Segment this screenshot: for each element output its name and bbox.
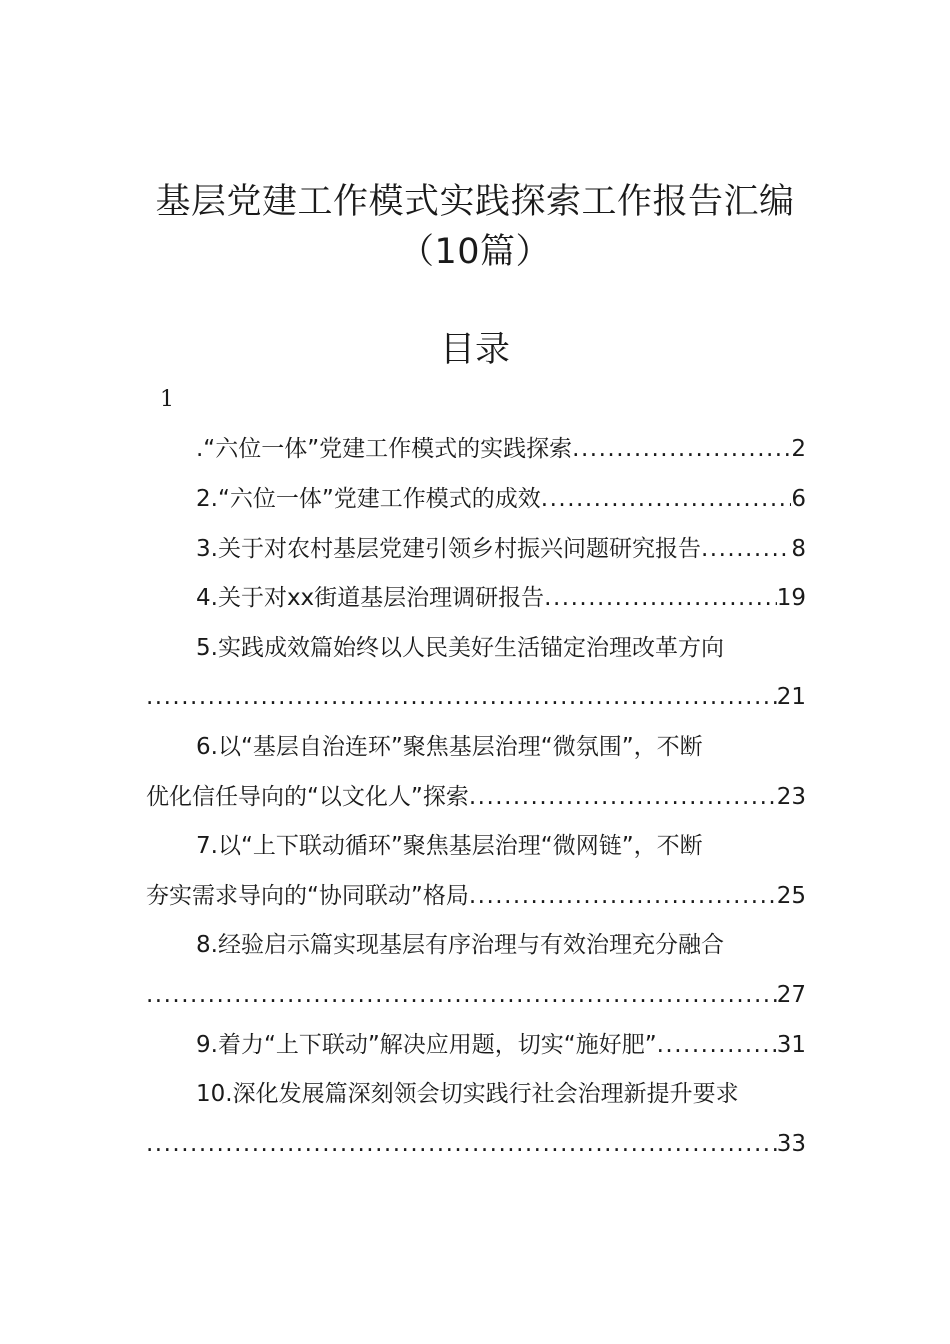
toc-leader-dots — [541, 482, 792, 516]
toc-entry-page: 31 — [776, 1032, 806, 1058]
toc-entry-page: 27 — [776, 982, 806, 1008]
toc-leader-dots — [469, 879, 777, 913]
toc-entry-title: 3.关于对农村基层党建引领乡村振兴问题研究报告 — [196, 536, 701, 562]
toc-entry-6[interactable] — [146, 730, 806, 764]
toc-entry-page: 2 — [791, 436, 806, 462]
toc-entry-5[interactable] — [146, 631, 806, 665]
toc-entry-title: 9.着力“上下联动”解决应用题，切实“施好肥” — [196, 1032, 657, 1058]
toc-entry-2[interactable] — [146, 482, 806, 516]
toc-entry-5-leader-line[interactable] — [146, 680, 806, 714]
toc-leader-dots — [657, 1028, 777, 1062]
toc-entry-title-continued: 优化信任导向的“以文化人”探索 — [146, 784, 469, 810]
toc-entry-10-leader-line[interactable] — [146, 1127, 806, 1161]
toc-entry-10[interactable] — [146, 1077, 806, 1111]
toc-heading: 目录 — [439, 330, 510, 370]
toc-entry-8-leader-line[interactable] — [146, 978, 806, 1012]
stray-number: 1 — [160, 387, 174, 412]
toc-entry-9[interactable] — [146, 1028, 806, 1062]
toc-entry-title: 10.深化发展篇深刻领会切实践行社会治理新提升要求 — [196, 1081, 739, 1107]
toc-entry-title: 7.以“上下联动循环”聚焦基层治理“微网链”，不断 — [196, 833, 703, 859]
toc-entry-page: 6 — [791, 486, 806, 512]
toc-entry-title: .“六位一体”党建工作模式的实践探索 — [196, 436, 573, 462]
toc-leader-dots — [146, 1127, 777, 1161]
toc-leader-dots — [701, 532, 791, 566]
toc-entry-title: 2.“六位一体”党建工作模式的成效 — [196, 486, 541, 512]
toc-leader-dots — [146, 978, 777, 1012]
toc-entry-page: 33 — [776, 1131, 806, 1157]
toc-entry-title: 8.经验启示篇实现基层有序治理与有效治理充分融合 — [196, 932, 724, 958]
document-subtitle-count: （10篇） — [398, 232, 552, 272]
toc-entry-title-continued: 夯实需求导向的“协同联动”格局 — [146, 883, 469, 909]
toc-entry-title: 6.以“基层自治连环”聚焦基层治理“微氛围”，不断 — [196, 734, 703, 760]
toc-entry-page: 25 — [776, 883, 806, 909]
toc-entry-page: 23 — [776, 784, 806, 810]
toc-entry-page: 8 — [791, 536, 806, 562]
toc-entry-3[interactable] — [146, 532, 806, 566]
toc-entry-page: 19 — [776, 585, 806, 611]
toc-entry-4[interactable] — [146, 581, 806, 615]
toc-entry-7-line2[interactable] — [146, 879, 806, 913]
toc-leader-dots — [469, 780, 777, 814]
toc-entry-7[interactable] — [146, 829, 806, 863]
toc-entry-title: 5.实践成效篇始终以人民美好生活锚定治理改革方向 — [196, 635, 724, 661]
toc-leader-dots — [572, 432, 791, 466]
toc-entry-title: 4.关于对xx街道基层治理调研报告 — [196, 585, 545, 611]
document-title: 基层党建工作模式实践探索工作报告汇编 — [155, 182, 795, 222]
toc-entry-page: 21 — [776, 684, 806, 710]
toc-leader-dots — [146, 680, 777, 714]
toc-leader-dots — [544, 581, 777, 615]
toc-entry-8[interactable] — [146, 928, 806, 962]
toc-entry-6-line2[interactable] — [146, 780, 806, 814]
toc-entry-1[interactable] — [146, 432, 806, 466]
